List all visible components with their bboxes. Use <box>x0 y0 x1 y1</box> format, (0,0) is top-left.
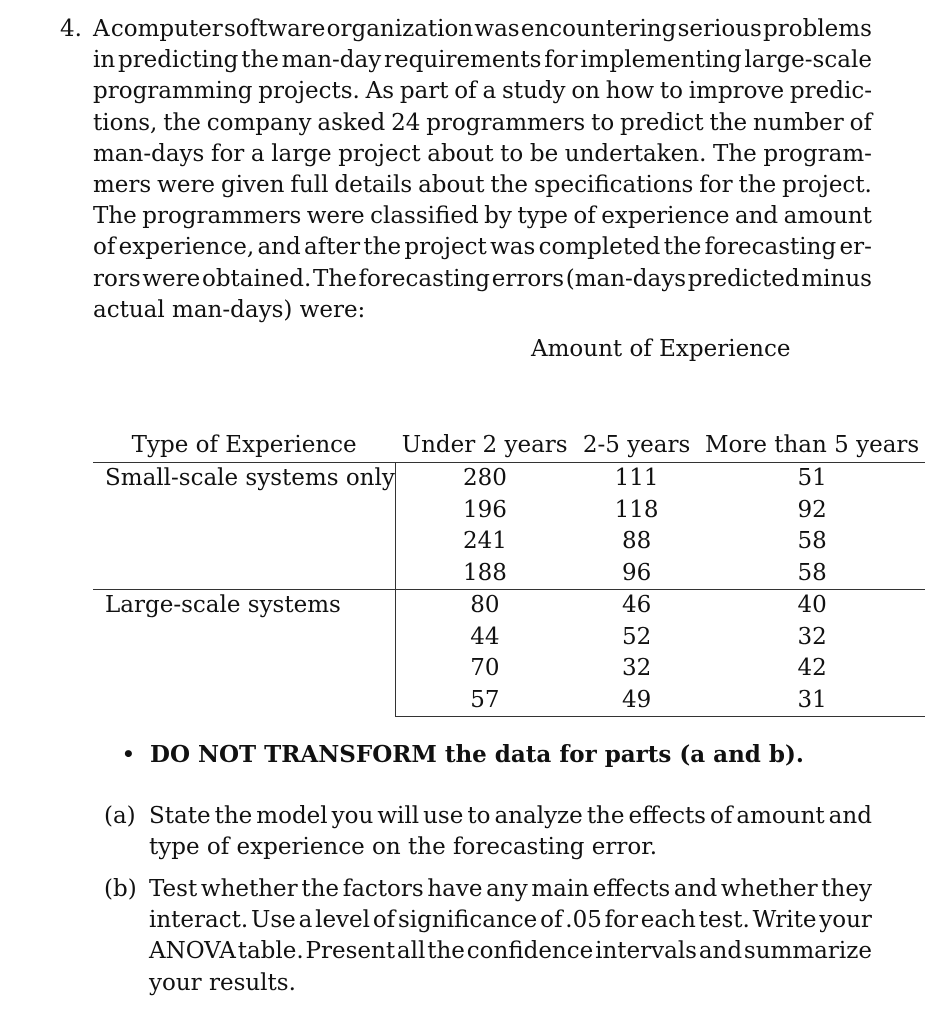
table-cell: 58 <box>797 559 827 586</box>
table-cell: 58 <box>797 528 827 554</box>
table-cell: 196 <box>462 496 507 523</box>
problem-line: The programmers were classified by type of experience and amount <box>93 203 872 230</box>
table-cell: 31 <box>699 685 925 717</box>
row-label-small-scale: Small-scale systems only <box>93 463 395 590</box>
forecast-error-table <box>93 428 925 717</box>
table-cell: 96 <box>621 559 652 586</box>
part-a-line: type of experience on the forecasting error. <box>149 834 658 861</box>
problem-line: tions, the company asked 24 programmers to predict the number of <box>93 109 872 136</box>
table-cell: 42 <box>797 655 827 681</box>
table-cell: 111 <box>614 465 659 491</box>
header-more-than-5-years: More than 5 years <box>699 428 925 463</box>
instruction-bullet <box>122 741 804 768</box>
part-b-line: interact. Use a level of significance of .05 for each test. Write your <box>149 907 872 934</box>
problem-line: actual man-days) were: <box>93 296 366 323</box>
table-cell: 49 <box>574 685 699 717</box>
part-b-line: Test whether the factors have any main effects and whether they <box>149 876 872 902</box>
table-cell: 70 <box>470 655 500 681</box>
table-cell: 188 <box>462 559 507 586</box>
table-cell: 118 <box>614 496 659 523</box>
table-cell: 57 <box>395 685 574 717</box>
table-row <box>93 590 925 622</box>
table-cell: 32 <box>621 655 652 681</box>
problem-number: 4. <box>60 16 82 42</box>
part-b-label: (b) <box>104 876 137 902</box>
table-cell: 241 <box>462 528 507 554</box>
header-type-of-experience: Type of Experience <box>93 428 395 463</box>
table-cell: 32 <box>797 623 827 650</box>
part-b-line: your results. <box>149 969 296 996</box>
table-cell: 88 <box>621 528 652 554</box>
part-a-label: (a) <box>104 803 136 829</box>
table-cell: 46 <box>574 590 699 622</box>
problem-line: programming projects. As part of a study on how to improve predic- <box>93 78 872 105</box>
problem-line: mers were given full details about the specifications for the project. <box>93 172 872 199</box>
header-2-5-years: 2-5 years <box>574 428 699 463</box>
part-b-line: ANOVA table. Present all the confidence intervals and summarize <box>149 938 872 965</box>
part-a-text <box>149 801 872 863</box>
table-title: Amount of Experience <box>531 336 791 362</box>
table-cell: 52 <box>621 623 652 650</box>
problem-line: man-days for a large project about to be undertaken. The program- <box>93 140 872 167</box>
header-under-2-years: Under 2 years <box>395 428 574 463</box>
problem-statement <box>93 14 872 326</box>
bullet-icon: • <box>122 742 135 766</box>
table-cell: 44 <box>470 623 500 650</box>
table-cell: 92 <box>797 496 827 523</box>
part-b-text <box>149 874 872 999</box>
table-row <box>93 463 925 495</box>
instruction-text: DO NOT TRANSFORM the data for parts (a and b). <box>150 741 804 768</box>
row-label-large-scale: Large-scale systems <box>93 590 395 717</box>
table-cell: 80 <box>395 590 574 622</box>
problem-line: A computer software organization was encountering serious problems <box>93 16 872 42</box>
problem-line: of experience, and after the project was completed the forecasting er- <box>93 234 872 261</box>
problem-line: in predicting the man-day requirements for implementing large-scale <box>93 47 872 74</box>
part-a <box>104 801 872 863</box>
problem-line: rors were obtained. The forecasting errors (man-days predicted minus <box>93 265 872 292</box>
problem-4 <box>60 14 872 326</box>
table-cell: 40 <box>699 590 925 622</box>
table-header-row <box>93 428 925 463</box>
table-cell: 280 <box>462 465 507 491</box>
table-cell: 51 <box>797 465 827 491</box>
part-a-line: State the model you will use to analyze the effects of amount and <box>149 803 872 829</box>
part-b <box>104 874 872 999</box>
